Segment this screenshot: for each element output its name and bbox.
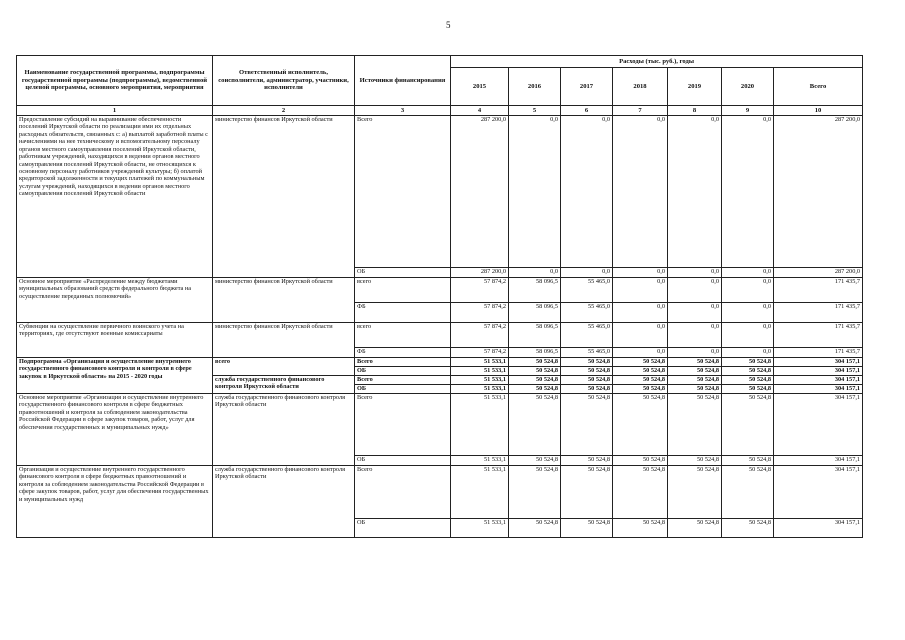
row-value: 171 435,7 xyxy=(774,303,863,323)
row-responsible: всего xyxy=(213,358,355,376)
row-value: 287 200,0 xyxy=(451,268,509,278)
row-value: 50 524,8 xyxy=(561,385,613,394)
row-value: 57 874,2 xyxy=(451,303,509,323)
row-value: 58 096,5 xyxy=(509,348,561,358)
row-value: 304 157,1 xyxy=(774,358,863,367)
row-value: 50 524,8 xyxy=(561,466,613,519)
row-name: Субвенции на осуществление первичного воинского учета на территориях, где отсутствуют военные комиссариаты xyxy=(17,323,213,358)
row-value: 51 533,1 xyxy=(451,519,509,538)
row-value: 50 524,8 xyxy=(668,367,722,376)
row-value: 0,0 xyxy=(561,268,613,278)
row-value: 50 524,8 xyxy=(722,519,774,538)
row-value: 57 874,2 xyxy=(451,348,509,358)
row-value: 51 533,1 xyxy=(451,456,509,466)
row-value: 171 435,7 xyxy=(774,278,863,303)
row-value: 304 157,1 xyxy=(774,466,863,519)
row-source: ФБ xyxy=(355,303,451,323)
row-value: 50 524,8 xyxy=(722,466,774,519)
header-responsible: Ответственный исполнитель, соисполнители, администратор, участники, исполнители xyxy=(213,56,355,106)
row-value: 50 524,8 xyxy=(509,466,561,519)
row-name: Подпрограмма «Организация и осуществление внутреннего государственного финансового контроля и контроля в сфере закупок в Иркутской области» на 2015 - 2020 годы xyxy=(17,358,213,394)
header-year: 2018 xyxy=(613,68,668,106)
row-value: 50 524,8 xyxy=(561,358,613,367)
page-number: 5 xyxy=(446,20,451,30)
row-source: Всего xyxy=(355,376,451,385)
row-value: 55 465,0 xyxy=(561,348,613,358)
row-name: Организация и осуществление внутреннего государственного финансового контроля в сфере бюджетных правоотношений и контроля за соблюдением законодательства Российской Федерации в сфере закупок товаров, работ, услуг для обеспечения государственных и муниципальных нужд xyxy=(17,466,213,538)
row-value: 0,0 xyxy=(722,268,774,278)
row-value: 50 524,8 xyxy=(613,367,668,376)
row-value: 0,0 xyxy=(668,303,722,323)
row-source: всего xyxy=(355,278,451,303)
col-number: 2 xyxy=(213,106,355,116)
row-value: 51 533,1 xyxy=(451,376,509,385)
row-value: 304 157,1 xyxy=(774,394,863,456)
row-value: 50 524,8 xyxy=(668,394,722,456)
header-year: 2019 xyxy=(668,68,722,106)
row-source: ОБ xyxy=(355,367,451,376)
row-value: 287 200,0 xyxy=(774,268,863,278)
row-value: 50 524,8 xyxy=(722,456,774,466)
col-number: 7 xyxy=(613,106,668,116)
row-value: 57 874,2 xyxy=(451,278,509,303)
row-source: Всего xyxy=(355,116,451,268)
row-value: 50 524,8 xyxy=(613,456,668,466)
row-value: 0,0 xyxy=(722,323,774,348)
row-value: 304 157,1 xyxy=(774,376,863,385)
row-value: 304 157,1 xyxy=(774,385,863,394)
row-value: 287 200,0 xyxy=(451,116,509,268)
row-value: 57 874,2 xyxy=(451,323,509,348)
row-value: 50 524,8 xyxy=(722,385,774,394)
row-value: 171 435,7 xyxy=(774,323,863,348)
header-year: 2015 xyxy=(451,68,509,106)
row-responsible: министерство финансов Иркутской области xyxy=(213,116,355,278)
row-value: 0,0 xyxy=(509,268,561,278)
row-responsible: служба государственного финансового контроля Иркутской области xyxy=(213,466,355,538)
row-value: 50 524,8 xyxy=(668,519,722,538)
row-value: 50 524,8 xyxy=(561,376,613,385)
row-source: ОБ xyxy=(355,456,451,466)
row-value: 51 533,1 xyxy=(451,367,509,376)
col-number: 3 xyxy=(355,106,451,116)
table-row xyxy=(17,466,863,519)
row-source: Всего xyxy=(355,466,451,519)
row-value: 304 157,1 xyxy=(774,456,863,466)
header-name: Наименование государственной программы, подпрограммы государственной программы (подпрограммы), ведомственной целевой программы, основного мероприятия, мероприятия xyxy=(17,56,213,106)
row-responsible: министерство финансов Иркутской области xyxy=(213,323,355,358)
col-number: 10 xyxy=(774,106,863,116)
table-row xyxy=(17,358,863,367)
row-value: 0,0 xyxy=(668,278,722,303)
row-value: 50 524,8 xyxy=(613,376,668,385)
row-value: 58 096,5 xyxy=(509,323,561,348)
row-value: 50 524,8 xyxy=(613,519,668,538)
row-value: 50 524,8 xyxy=(722,367,774,376)
row-value: 0,0 xyxy=(722,348,774,358)
row-value: 304 157,1 xyxy=(774,367,863,376)
row-value: 0,0 xyxy=(561,116,613,268)
header-expenses: Расходы (тыс. руб.), годы xyxy=(451,56,863,68)
col-number: 4 xyxy=(451,106,509,116)
row-value: 50 524,8 xyxy=(509,358,561,367)
row-responsible: служба государственного финансового контроля Иркутской области xyxy=(213,376,355,394)
row-value: 50 524,8 xyxy=(722,358,774,367)
expenditure-table xyxy=(16,55,863,538)
row-name: Предоставление субсидий на выравнивание обеспеченности поселений Иркутской области по реализации ими их отдельных расходных обязательств, связанных с: а) выплатой заработной платы с начислениями на нее техническому и вспомогательному персоналу органов местного самоуправления поселений Иркутской области, работникам учреждений, находящихся в ведении органов местного самоуправления поселений Иркутской области, не относящихся к основному персоналу работников учреждений культуры; б) оплатой кредиторской задолженности и текущих платежей по коммунальным услугам учреждений, находящихся в ведении органов местного самоуправления поселений Иркутской области xyxy=(17,116,213,278)
row-value: 304 157,1 xyxy=(774,519,863,538)
table-body xyxy=(17,116,863,538)
col-number: 5 xyxy=(509,106,561,116)
row-value: 50 524,8 xyxy=(509,394,561,456)
row-source: Всего xyxy=(355,358,451,367)
row-value: 50 524,8 xyxy=(668,358,722,367)
row-value: 50 524,8 xyxy=(613,394,668,456)
row-value: 55 465,0 xyxy=(561,278,613,303)
row-value: 287 200,0 xyxy=(774,116,863,268)
row-value: 50 524,8 xyxy=(668,466,722,519)
row-value: 0,0 xyxy=(613,116,668,268)
row-value: 50 524,8 xyxy=(722,394,774,456)
header-year: 2017 xyxy=(561,68,613,106)
row-source: ОБ xyxy=(355,268,451,278)
row-value: 50 524,8 xyxy=(668,376,722,385)
table-row xyxy=(17,323,863,348)
row-value: 0,0 xyxy=(722,303,774,323)
header-source: Источники финансирования xyxy=(355,56,451,106)
row-value: 51 533,1 xyxy=(451,358,509,367)
row-value: 55 465,0 xyxy=(561,323,613,348)
row-value: 50 524,8 xyxy=(509,519,561,538)
row-source: ОБ xyxy=(355,519,451,538)
row-value: 50 524,8 xyxy=(722,376,774,385)
row-source: ФБ xyxy=(355,348,451,358)
col-number: 6 xyxy=(561,106,613,116)
row-value: 50 524,8 xyxy=(613,385,668,394)
row-value: 55 465,0 xyxy=(561,303,613,323)
row-value: 50 524,8 xyxy=(561,394,613,456)
row-value: 50 524,8 xyxy=(613,466,668,519)
row-value: 50 524,8 xyxy=(561,456,613,466)
row-value: 50 524,8 xyxy=(613,358,668,367)
row-value: 0,0 xyxy=(509,116,561,268)
row-value: 0,0 xyxy=(668,116,722,268)
row-value: 50 524,8 xyxy=(509,385,561,394)
header-year: Всего xyxy=(774,68,863,106)
row-value: 50 524,8 xyxy=(668,456,722,466)
row-value: 0,0 xyxy=(722,116,774,268)
row-value: 50 524,8 xyxy=(561,519,613,538)
row-value: 51 533,1 xyxy=(451,385,509,394)
row-value: 50 524,8 xyxy=(509,456,561,466)
col-number: 9 xyxy=(722,106,774,116)
row-value: 50 524,8 xyxy=(509,367,561,376)
row-value: 0,0 xyxy=(613,323,668,348)
row-value: 51 533,1 xyxy=(451,466,509,519)
row-responsible: служба государственного финансового контроля Иркутской области xyxy=(213,394,355,466)
row-value: 58 096,5 xyxy=(509,303,561,323)
row-value: 0,0 xyxy=(613,348,668,358)
row-value: 0,0 xyxy=(722,278,774,303)
row-value: 0,0 xyxy=(613,278,668,303)
row-value: 50 524,8 xyxy=(561,367,613,376)
table-row xyxy=(17,116,863,268)
row-value: 50 524,8 xyxy=(509,376,561,385)
row-value: 0,0 xyxy=(668,268,722,278)
row-name: Основное мероприятие «Организация и осуществление внутреннего государственного финансового контроля в сфере бюджетных правоотношений и контроля за соблюдением законодательства Российской Федерации в сфере закупок товаров, работ, услуг для обеспечения государственных и муниципальных нужд» xyxy=(17,394,213,466)
row-value: 51 533,1 xyxy=(451,394,509,456)
col-number: 1 xyxy=(17,106,213,116)
row-value: 0,0 xyxy=(613,303,668,323)
row-value: 0,0 xyxy=(668,323,722,348)
row-value: 0,0 xyxy=(668,348,722,358)
row-value: 58 096,5 xyxy=(509,278,561,303)
table-row xyxy=(17,278,863,303)
row-source: Всего xyxy=(355,394,451,456)
row-value: 50 524,8 xyxy=(668,385,722,394)
row-value: 0,0 xyxy=(613,268,668,278)
row-value: 171 435,7 xyxy=(774,348,863,358)
header-year: 2020 xyxy=(722,68,774,106)
col-number: 8 xyxy=(668,106,722,116)
row-responsible: министерство финансов Иркутской области xyxy=(213,278,355,323)
header-year: 2016 xyxy=(509,68,561,106)
row-source: ОБ xyxy=(355,385,451,394)
table-row xyxy=(17,394,863,456)
row-name: Основное мероприятие «Распределение между бюджетами муниципальных образований средств федерального бюджета на осуществление переданных полномочий» xyxy=(17,278,213,323)
row-source: всего xyxy=(355,323,451,348)
